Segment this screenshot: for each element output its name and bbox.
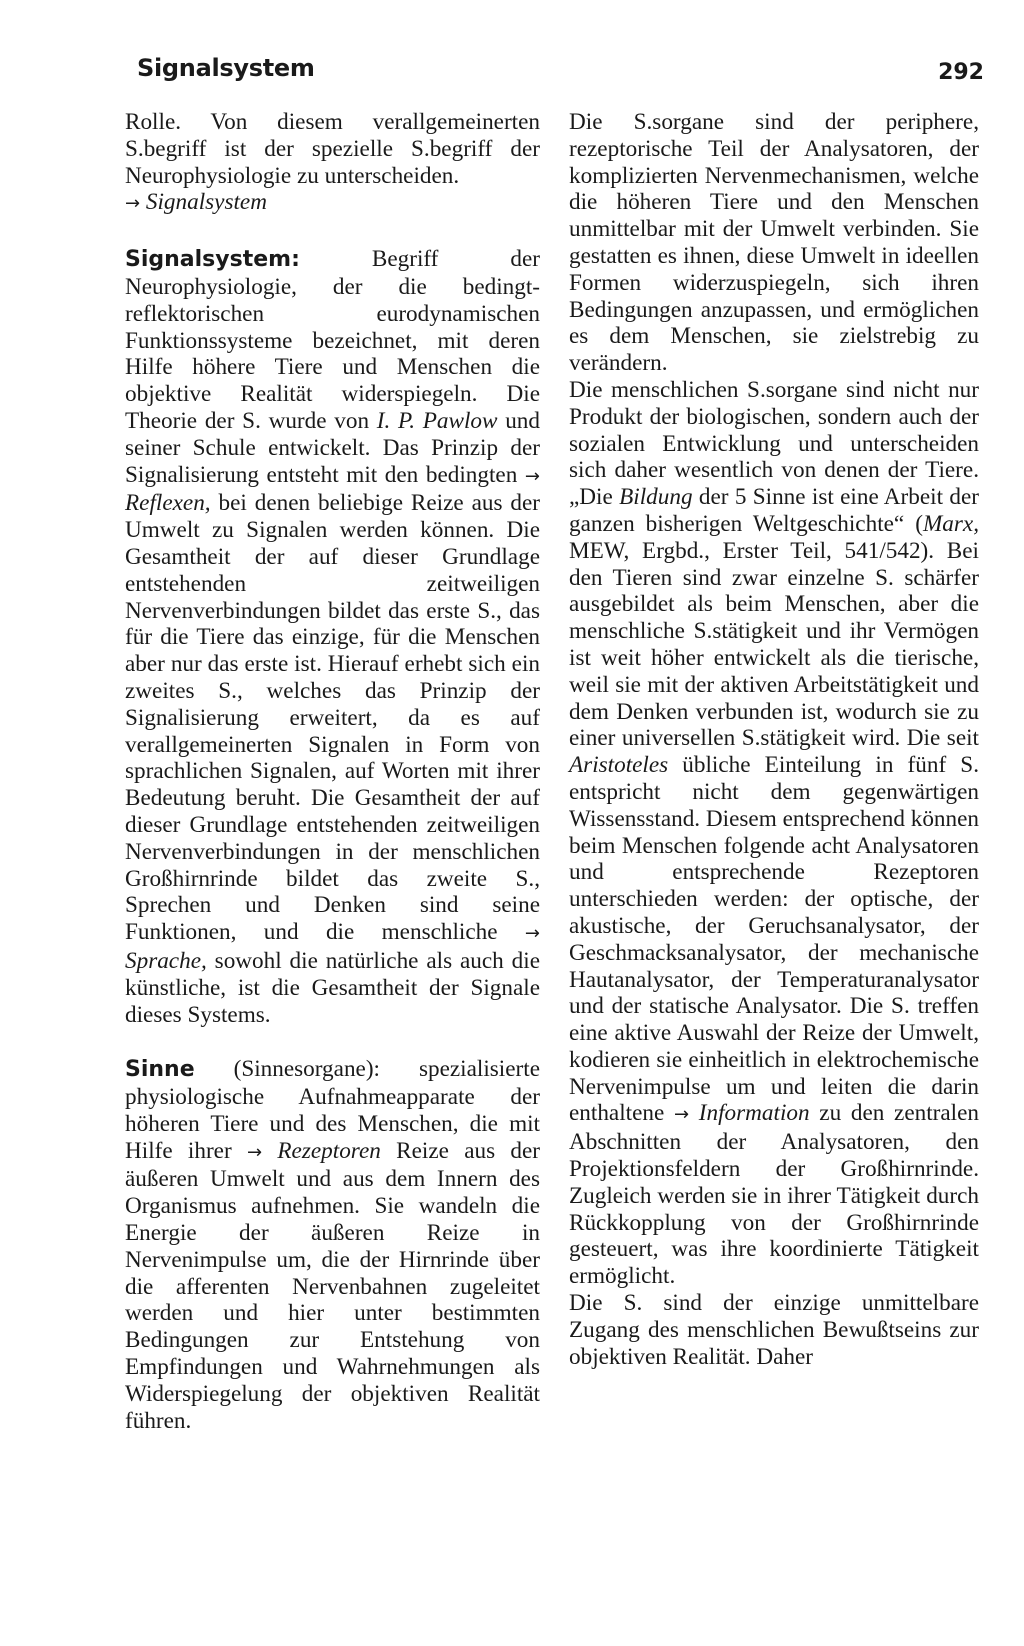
entry-text: Reize aus der äußeren Umwelt und aus dem Innern des Organismus aufnehmen. Sie wandeln die Energie der äußeren Reize in Nervenimpulse um, die der Hirnrinde über die afferenten Nervenbahnen zugeleitet werden und hier unter bestimmten Bedingungen zur Entstehung von Empfindungen und Wahrnehmungen als Widerspiegelung der objektiven Realität führen. xyxy=(125,1137,541,1434)
person-name: Marx, xyxy=(922,510,979,537)
cross-reference: Information xyxy=(698,1100,810,1127)
page-number: 292 xyxy=(938,60,984,85)
cross-reference: Signalsystem xyxy=(145,189,267,216)
arrow-icon: → xyxy=(125,193,141,215)
cross-reference: Rezeptoren xyxy=(277,1137,381,1164)
arrow-icon: → xyxy=(247,1141,263,1163)
paragraph-text: der 5 Sinne ist eine Arbeit der ganzen bisherigen Weltgeschichte“ ( xyxy=(569,484,979,537)
entry-signalsystem xyxy=(125,246,540,1028)
entry-text: sowohl die natürliche als auch die künstliche, ist die Gesamtheit der Signale dieses Systems. xyxy=(125,947,540,1028)
paragraph-text: Die S. sind der einzige unmittelbare Zugang des menschlichen Bewußtseins zur objektiven Realität. Daher xyxy=(569,1290,979,1370)
paragraph-text: MEW, Ergbd., Erster Teil, 541/542). Bei den Tieren sind zwar einzelne S. schärfer ausgebildet als beim Menschen, aber die menschliche S.stätigkeit und ihr Vermögen ist weit höher entwickelt als die tierische, weil sie mit der aktiven Arbeitstätigkeit und dem Denken verbunden ist, wodurch sie zu einer universellen S.stätigkeit wird. Die seit xyxy=(569,537,979,752)
arrow-icon: → xyxy=(524,465,540,487)
paragraph-text: zu den zentralen Abschnitten der Analysatoren, den Projektionsfeldern der Großhirnrinde. Zugleich werden sie in ihrer Tätigkeit durch Rückkopplung von der Großhirnrinde gesteuert, was ihre koordinierte Tätigkeit ermöglicht. xyxy=(569,1100,980,1290)
person-name: Aristoteles xyxy=(569,752,669,779)
paragraph xyxy=(569,1290,979,1370)
entry-text: Begriff der Neurophysiologie, der die bedingt-reflektorischen eurodynamischen Funktionssysteme bezeichnet, mit deren Hilfe höhere Tiere und Menschen die objektive Realität widerspiegeln. Die Theorie der S. wurde von xyxy=(125,246,540,434)
paragraph-text: übliche Einteilung in fünf S. entspricht nicht dem gegenwärtigen Wissensstand. Diesem entsprechend können beim Menschen folgende acht Analysatoren und entsprechende Rezeptoren unterschieden werden: der optische, der akustische, der Geruchsanalysator, der Geschmacksanalysator, der mechanische Hautanalysator, der Temperaturanalysator und der statische Analysator. Die S. treffen eine aktive Auswahl der Reize der Umwelt, kodieren sie einheitlich in elektrochemische Nervenimpulse um und leiten die darin enthaltene xyxy=(569,752,979,1127)
arrow-icon: → xyxy=(673,1104,690,1126)
paragraph-text: Rolle. Von diesem verallgemeinerten S.begriff ist der spezielle S.begriff der Neurophysiologie zu unterscheiden. xyxy=(125,109,540,189)
entry-sinne xyxy=(125,1056,540,1434)
paragraph xyxy=(569,109,979,377)
paragraph xyxy=(569,377,979,1290)
right-column xyxy=(569,109,979,1370)
paragraph-text: Die menschlichen S.sorgane sind nicht nur Produkt der biologischen, sondern auch der sozialen Entwicklung und unterscheiden sich daher wesentlich von denen der Tiere. „Die xyxy=(569,376,979,511)
entry-text: (Sinnesorgane): spezialisierte physiologische Aufnahmeapparate der höheren Tiere und des Menschen, die mit Hilfe ihrer xyxy=(125,1056,540,1164)
arrow-icon: → xyxy=(524,923,540,945)
entry-text: und seiner Schule entwickelt. Das Prinzip der Signalisierung entsteht mit den bedingten xyxy=(125,407,540,488)
entry-text: bei denen beliebige Reize aus der Umwelt zu Signalen werden können. Die Gesamtheit der auf dieser Grundlage entstehenden zeitweiligen Nervenverbindungen bildet das erste S., das für die Tiere das einzige, für die Menschen aber nur das erste ist. Hierauf erhebt sich ein zweites S., welches das Prinzip der Signalisierung erweitert, da es auf verallgemeinerten Signalen in Form von sprachlichen Signalen, auf Worten mit ihrer Bedeutung beruht. Die Gesamtheit der auf dieser Grundlage entstehenden zeitweiligen Nervenverbindungen in der menschlichen Großhirnrinde bildet das zweite S., Sprechen und Denken sind seine Funktionen, und die menschliche xyxy=(125,490,540,946)
entry-headword: Sinne xyxy=(125,1057,195,1083)
person-name: I. P. Pawlow xyxy=(376,407,498,434)
cross-reference: Sprache, xyxy=(125,947,207,974)
running-head: Signalsystem xyxy=(137,54,315,82)
italic-term: Bildung xyxy=(619,484,693,511)
paragraph-continuation xyxy=(125,109,540,218)
left-column xyxy=(125,109,540,1434)
cross-reference: Reflexen, xyxy=(125,490,211,517)
entry-headword: Signalsystem xyxy=(125,247,292,273)
paragraph-text: Die S.sorgane sind der periphere, rezeptorische Teil der Analysatoren, der komplizierten Nervenmechanismen, welche die höheren Tiere und den Menschen unmittelbar mit der Umwelt verbinden. Sie gestatten es ihnen, diese Umwelt in ideellen Formen widerzuspiegeln, sich ihren Bedingungen anzupassen, und ermöglichen es dem Menschen, sie zielstrebig zu verändern. xyxy=(569,109,979,377)
headword-colon: : xyxy=(291,247,300,273)
